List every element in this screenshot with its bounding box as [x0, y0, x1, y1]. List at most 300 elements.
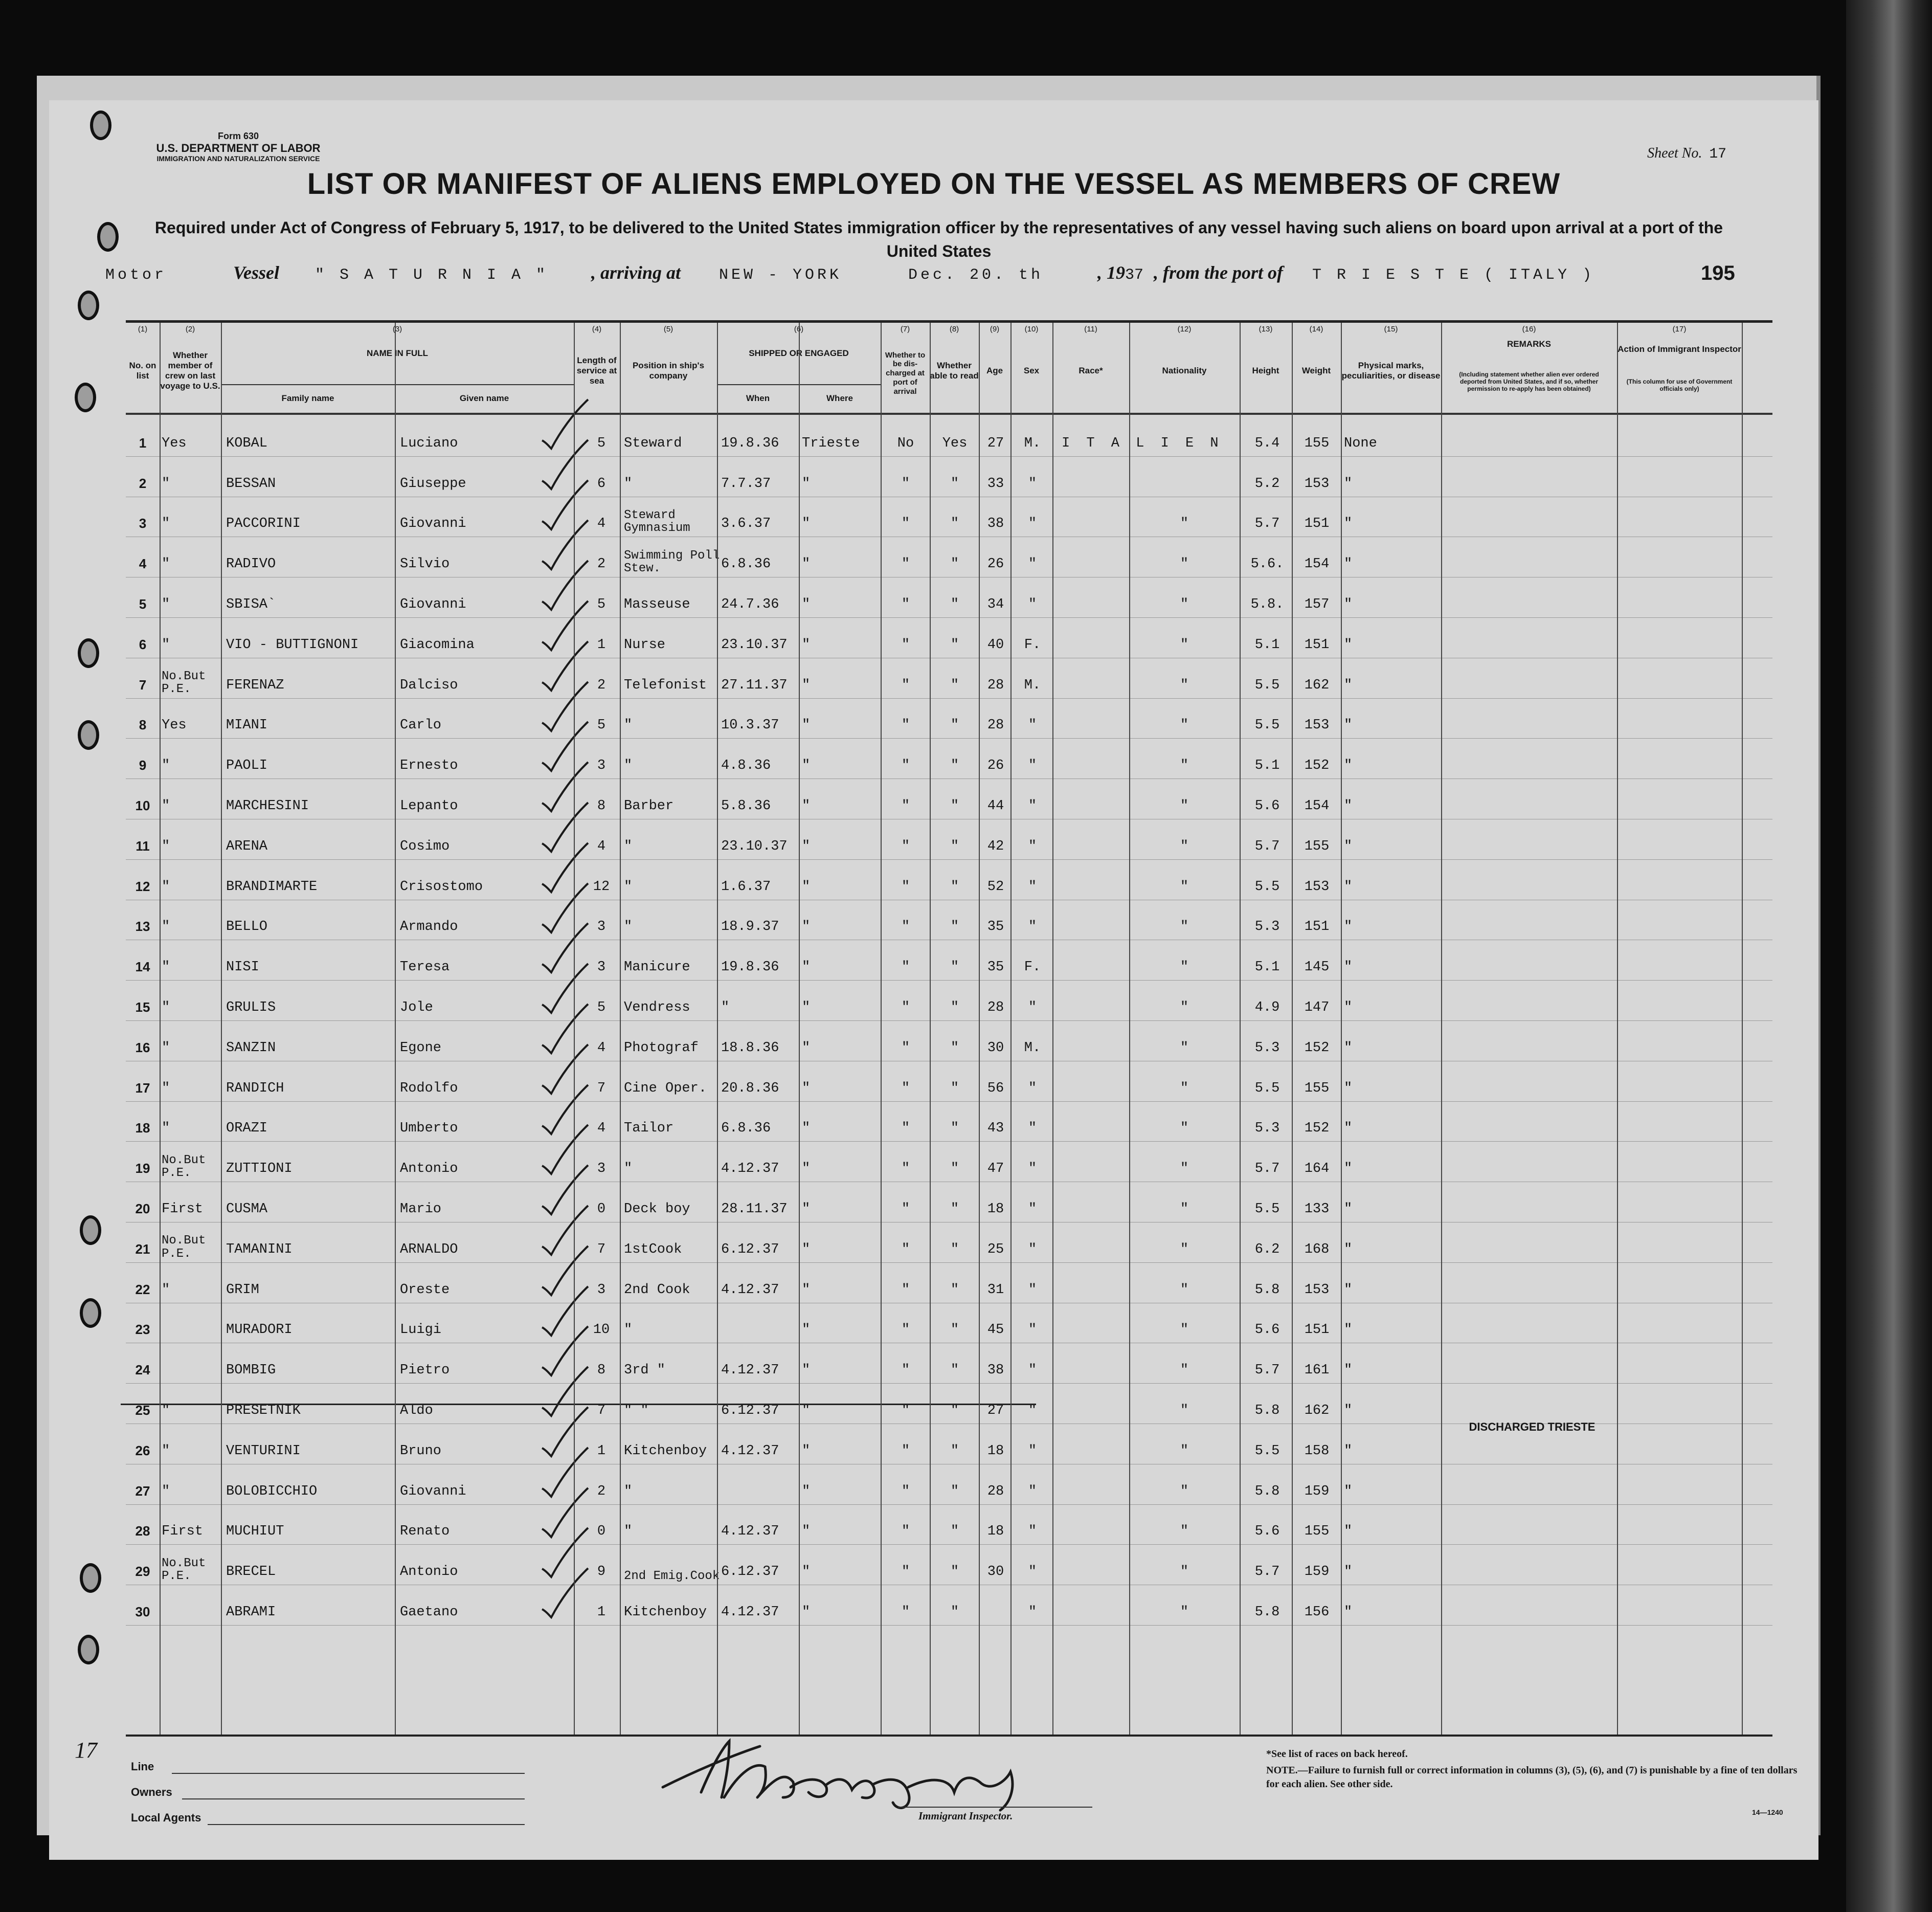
cell-height: 5.6 — [1254, 1322, 1280, 1338]
cell-position: " " — [624, 1403, 649, 1418]
cell-prev: " — [162, 1483, 170, 1499]
cell-marks: " — [1344, 516, 1353, 532]
cell-read: " — [950, 879, 959, 895]
cell-marks: " — [1344, 879, 1353, 895]
cell-read: " — [950, 677, 959, 693]
cell-no: 17 — [135, 1080, 150, 1096]
cell-disch: " — [901, 476, 910, 492]
cell-age: 28 — [987, 718, 1004, 733]
service-name: IMMIGRATION AND NATURALIZATION SERVICE — [156, 154, 320, 163]
cell-when: 18.9.37 — [721, 919, 779, 935]
cell-marks: " — [1344, 1161, 1353, 1177]
table-row — [126, 698, 1772, 739]
column-rule — [1341, 323, 1342, 1735]
cell-read: " — [950, 798, 959, 814]
table-row — [126, 1585, 1772, 1625]
cell-sex: " — [1028, 1604, 1037, 1620]
owners-label: Owners — [131, 1786, 172, 1798]
cell-nat: " — [1180, 677, 1189, 693]
col-nationality: Nationality — [1162, 365, 1207, 375]
cell-height: 5.8. — [1250, 596, 1284, 612]
cell-no: 7 — [139, 677, 147, 693]
cell-when: 19.8.36 — [721, 960, 779, 975]
cell-where: " — [802, 1201, 811, 1217]
cell-read: " — [950, 1564, 959, 1580]
cell-when: 4.12.37 — [721, 1443, 779, 1459]
cell-prev: " — [162, 758, 170, 774]
cell-disch: " — [901, 1524, 910, 1540]
cell-age: 38 — [987, 516, 1004, 532]
cell-sex: " — [1028, 1564, 1037, 1580]
cell-given: Armando — [400, 919, 458, 935]
cell-where: " — [802, 1363, 811, 1379]
cell-where: " — [802, 637, 811, 653]
cell-read: " — [950, 1604, 959, 1620]
cell-family: MUCHIUT — [226, 1524, 284, 1540]
cell-nat: " — [1180, 1080, 1189, 1096]
cell-age: 25 — [987, 1241, 1004, 1257]
cell-given: Mario — [400, 1201, 442, 1217]
cell-no: 5 — [139, 596, 147, 612]
cell-family: NISI — [226, 960, 259, 975]
cell-weight: 145 — [1304, 960, 1330, 975]
cell-prev: No.But P.E. — [162, 1234, 206, 1261]
cell-sex: " — [1028, 1524, 1037, 1540]
cell-prev: " — [162, 476, 170, 492]
cell-service: 9 — [597, 1564, 606, 1580]
cell-where: " — [802, 1282, 811, 1298]
cell-weight: 152 — [1304, 1040, 1330, 1056]
cell-no: 29 — [135, 1564, 150, 1580]
cell-marks: " — [1344, 718, 1353, 733]
cell-age: 35 — [987, 919, 1004, 935]
table-row — [126, 859, 1772, 900]
cell-service: 7 — [597, 1241, 606, 1257]
cell-given: ARNALDO — [400, 1241, 458, 1257]
cell-weight: 159 — [1304, 1483, 1330, 1499]
cell-height: 5.5 — [1254, 1201, 1280, 1217]
cell-nat: " — [1180, 1322, 1189, 1338]
column-rule — [574, 323, 575, 1735]
cell-where: " — [802, 1121, 811, 1137]
local-agents-label: Local Agents — [131, 1811, 201, 1824]
cell-service: 8 — [597, 1363, 606, 1379]
cell-position: Kitchenboy — [624, 1443, 707, 1459]
col-able-to-read: Whether able to read — [930, 360, 979, 381]
cell-nat: " — [1180, 1040, 1189, 1056]
cell-disch: " — [901, 1443, 910, 1459]
cell-prev: First — [162, 1201, 204, 1217]
cell-when: 4.8.36 — [721, 758, 771, 774]
cell-when: 3.6.37 — [721, 516, 771, 532]
col-family-name: Family name — [281, 393, 334, 403]
cell-sex: " — [1028, 1363, 1037, 1379]
cell-marks: " — [1344, 1322, 1353, 1338]
cell-marks: None — [1344, 435, 1377, 451]
cell-given: Teresa — [400, 960, 450, 975]
local-agents-field — [208, 1824, 525, 1825]
cell-where: " — [802, 1483, 811, 1499]
cell-marks: " — [1344, 1040, 1353, 1056]
cell-height: 4.9 — [1254, 999, 1280, 1015]
cell-service: 3 — [597, 1161, 606, 1177]
cell-sex: " — [1028, 476, 1037, 492]
cell-service: 5 — [597, 435, 606, 451]
cell-age: 26 — [987, 557, 1004, 572]
cell-marks: " — [1344, 1564, 1353, 1580]
cell-prev: " — [162, 1282, 170, 1298]
cell-prev: First — [162, 1524, 204, 1540]
cell-marks: " — [1344, 838, 1353, 854]
cell-where: " — [802, 1604, 811, 1620]
cell-sex: " — [1028, 798, 1037, 814]
cell-given: Crisostomo — [400, 879, 483, 895]
cell-given: Lepanto — [400, 798, 458, 814]
cell-read: " — [950, 1363, 959, 1379]
vessel-type: Motor — [105, 266, 167, 284]
cell-family: PAOLI — [226, 758, 268, 774]
cell-disch: " — [901, 919, 910, 935]
cell-family: PACCORINI — [226, 516, 301, 532]
cell-read: " — [950, 596, 959, 612]
col-race: Race* — [1079, 365, 1103, 375]
cell-sex: M. — [1024, 435, 1041, 451]
cell-family: MURADORI — [226, 1322, 293, 1338]
cell-disch: " — [901, 1322, 910, 1338]
table-row — [126, 577, 1772, 617]
cell-position: 2nd Cook — [624, 1282, 690, 1298]
cell-prev: " — [162, 879, 170, 895]
line-field — [172, 1773, 525, 1774]
cell-weight: 155 — [1304, 1524, 1330, 1540]
cell-given: Giuseppe — [400, 476, 466, 492]
table-row — [126, 456, 1772, 497]
cell-given: Renato — [400, 1524, 450, 1540]
cell-where: " — [802, 798, 811, 814]
cell-age: 30 — [987, 1040, 1004, 1056]
cell-age: 27 — [987, 435, 1004, 451]
cell-sex: " — [1028, 718, 1037, 733]
cell-marks: " — [1344, 1443, 1353, 1459]
cell-position: " — [624, 1483, 633, 1499]
cell-sex: M. — [1024, 677, 1041, 693]
cell-nat: " — [1180, 1201, 1189, 1217]
cell-service: 4 — [597, 838, 606, 854]
cell-nat: " — [1180, 1121, 1189, 1137]
cell-height: 5.1 — [1254, 758, 1280, 774]
cell-read: " — [950, 1121, 959, 1137]
column-rule — [1240, 323, 1241, 1735]
cell-given: Silvio — [400, 557, 450, 572]
cell-no: 28 — [135, 1523, 150, 1539]
cell-marks: " — [1344, 1524, 1353, 1540]
cell-no: 10 — [135, 797, 150, 813]
cell-given: Antonio — [400, 1161, 458, 1177]
cell-service: 5 — [597, 999, 606, 1015]
cell-service: 1 — [597, 637, 606, 653]
cell-disch: " — [901, 1483, 910, 1499]
race-note: *See list of races on back hereof. — [1266, 1748, 1408, 1760]
cell-family: GRULIS — [226, 999, 276, 1015]
cell-nat: " — [1180, 919, 1189, 935]
cell-where: " — [802, 557, 811, 572]
cell-read: " — [950, 1483, 959, 1499]
cell-family: BESSAN — [226, 476, 276, 492]
cell-family: FERENAZ — [226, 677, 284, 693]
column-rule — [1441, 323, 1442, 1735]
cell-age: 33 — [987, 476, 1004, 492]
cell-disch: " — [901, 677, 910, 693]
cell-read: " — [950, 1161, 959, 1177]
cell-marks: " — [1344, 1282, 1353, 1298]
from-label: , from the port of — [1154, 262, 1284, 283]
cell-height: 5.6 — [1254, 1524, 1280, 1540]
cell-position: Vendress — [624, 999, 690, 1015]
cell-given: Luigi — [400, 1322, 442, 1338]
cell-when: 28.11.37 — [721, 1201, 788, 1217]
cell-weight: 156 — [1304, 1604, 1330, 1620]
cell-given: Bruno — [400, 1443, 442, 1459]
cell-prev: No.But P.E. — [162, 1153, 206, 1180]
col-length-of-service: Length of service at sea — [576, 355, 617, 386]
cell-read: " — [950, 557, 959, 572]
cell-weight: 151 — [1304, 637, 1330, 653]
cell-read: " — [950, 1322, 959, 1338]
cell-no: 25 — [135, 1402, 150, 1418]
cell-read: " — [950, 1241, 959, 1257]
col9-num: (9) — [990, 325, 1000, 334]
cell-where: " — [802, 1161, 811, 1177]
cell-read: " — [950, 1403, 959, 1418]
cell-where: " — [802, 1564, 811, 1580]
cell-height: 5.2 — [1254, 476, 1280, 492]
arriving-label: , arriving at — [591, 262, 681, 283]
cell-marks: " — [1344, 1241, 1353, 1257]
cell-when: 6.12.37 — [721, 1403, 779, 1418]
table-row — [126, 1182, 1772, 1222]
cell-when: 6.8.36 — [721, 557, 771, 572]
cell-height: 5.7 — [1254, 516, 1280, 532]
cell-read: Yes — [942, 435, 968, 451]
cell-age: 42 — [987, 838, 1004, 854]
cell-marks: " — [1344, 1201, 1353, 1217]
cell-sex: " — [1028, 596, 1037, 612]
cell-no: 30 — [135, 1604, 150, 1619]
cell-marks: " — [1344, 557, 1353, 572]
cell-sex: " — [1028, 1080, 1037, 1096]
cell-weight: 154 — [1304, 557, 1330, 572]
cell-height: 5.6. — [1250, 557, 1284, 572]
cell-service: 4 — [597, 1040, 606, 1056]
cell-no: 23 — [135, 1322, 150, 1338]
cell-sex: " — [1028, 1282, 1037, 1298]
cell-no: 13 — [135, 919, 150, 935]
col-shipped-or-engaged: SHIPPED OR ENGAGED — [749, 348, 849, 358]
cell-weight: 133 — [1304, 1201, 1330, 1217]
cell-read: " — [950, 1282, 959, 1298]
cell-given: Cosimo — [400, 838, 450, 854]
cell-given: Ernesto — [400, 758, 458, 774]
cell-age: 28 — [987, 999, 1004, 1015]
table-row — [126, 1424, 1772, 1464]
table-row — [126, 738, 1772, 779]
cell-read: " — [950, 1040, 959, 1056]
cell-family: ARENA — [226, 838, 268, 854]
cell-marks: " — [1344, 1080, 1353, 1096]
column-rule — [1129, 323, 1130, 1735]
binder-hole — [80, 1298, 101, 1328]
column-rule — [395, 323, 396, 1735]
cell-marks: " — [1344, 798, 1353, 814]
cell-no: 9 — [139, 758, 147, 773]
cell-service: 0 — [597, 1524, 606, 1540]
cell-height: 5.8 — [1254, 1403, 1280, 1418]
cell-when: 23.10.37 — [721, 637, 788, 653]
header-bottom-line — [126, 413, 1772, 415]
cell-when: 4.12.37 — [721, 1161, 779, 1177]
binder-hole — [80, 1215, 101, 1245]
column-rule — [1010, 323, 1012, 1735]
cell-sex: " — [1028, 1201, 1037, 1217]
cell-disch: " — [901, 798, 910, 814]
cell-height: 5.5 — [1254, 1080, 1280, 1096]
cell-prev: No.But P.E. — [162, 1556, 206, 1583]
cell-family: PRESETNIK — [226, 1403, 301, 1418]
cell-given: Umberto — [400, 1121, 458, 1137]
cell-nat: " — [1180, 1161, 1189, 1177]
cell-prev: " — [162, 838, 170, 854]
cell-sex: " — [1028, 838, 1037, 854]
table-row — [126, 1222, 1772, 1262]
cell-service: 0 — [597, 1201, 606, 1217]
cell-height: 5.5 — [1254, 718, 1280, 733]
binder-hole — [78, 1635, 99, 1664]
cell-weight: 151 — [1304, 1322, 1330, 1338]
cell-marks: " — [1344, 1604, 1353, 1620]
cell-family: ABRAMI — [226, 1604, 276, 1620]
cell-when: 10.3.37 — [721, 718, 779, 733]
cell-position: Deck boy — [624, 1201, 690, 1217]
cell-disch: " — [901, 1080, 910, 1096]
cell-nat: " — [1180, 838, 1189, 854]
cell-position: " — [624, 758, 633, 774]
col-sex: Sex — [1023, 365, 1040, 375]
table-row — [126, 1303, 1772, 1343]
cell-family: SBISA` — [226, 596, 276, 612]
cell-age: 28 — [987, 1483, 1004, 1499]
cell-read: " — [950, 516, 959, 532]
cell-marks: " — [1344, 637, 1353, 653]
cell-marks: " — [1344, 677, 1353, 693]
cell-disch: " — [901, 557, 910, 572]
table-row — [126, 980, 1772, 1020]
cell-when: 1.6.37 — [721, 879, 771, 895]
col-weight: Weight — [1301, 365, 1331, 375]
cell-weight: 152 — [1304, 1121, 1330, 1137]
cell-where: " — [802, 1403, 811, 1418]
cell-service: 6 — [597, 476, 606, 492]
cell-age: 30 — [987, 1564, 1004, 1580]
cell-when: 18.8.36 — [721, 1040, 779, 1056]
cell-weight: 153 — [1304, 1282, 1330, 1298]
cell-service: 3 — [597, 919, 606, 935]
sheet-value: 17 — [1709, 146, 1726, 162]
cell-sex: " — [1028, 999, 1037, 1015]
cell-family: BRANDIMARTE — [226, 879, 318, 895]
col8-num: (8) — [949, 325, 959, 334]
cell-prev: " — [162, 596, 170, 612]
cell-no: 12 — [135, 878, 150, 894]
cell-disch: " — [901, 758, 910, 774]
cell-marks: " — [1344, 1363, 1353, 1379]
cell-when: 5.8.36 — [721, 798, 771, 814]
col12-num: (12) — [1177, 325, 1192, 334]
cell-disch: " — [901, 1282, 910, 1298]
cell-position: " — [624, 1161, 633, 1177]
cell-age: 28 — [987, 677, 1004, 693]
column-rule — [160, 323, 161, 1735]
table-row — [126, 1544, 1772, 1585]
binder-hole — [97, 222, 119, 252]
cell-prev: " — [162, 1121, 170, 1137]
cell-position: " — [624, 1322, 633, 1338]
col-inspector-note: (This column for use of Government officials only) — [1626, 377, 1733, 392]
table-row — [126, 658, 1772, 698]
cell-height: 5.5 — [1254, 1443, 1280, 1459]
cell-no: 18 — [135, 1120, 150, 1136]
cell-age: 18 — [987, 1201, 1004, 1217]
cell-when: 6.12.37 — [721, 1241, 779, 1257]
cell-weight: 159 — [1304, 1564, 1330, 1580]
cell-sex: " — [1028, 919, 1037, 935]
cell-weight: 162 — [1304, 677, 1330, 693]
cell-given: Gaetano — [400, 1604, 458, 1620]
cell-prev: " — [162, 1443, 170, 1459]
cell-disch: " — [901, 1403, 910, 1418]
cell-sex: " — [1028, 1483, 1037, 1499]
column-rule — [881, 323, 882, 1735]
cell-disch: " — [901, 1363, 910, 1379]
cell-nat: " — [1180, 1483, 1189, 1499]
cell-height: 5.6 — [1254, 798, 1280, 814]
column-rule — [930, 323, 931, 1735]
cell-family: TAMANINI — [226, 1241, 293, 1257]
cell-age: 56 — [987, 1080, 1004, 1096]
cell-where: " — [802, 516, 811, 532]
cell-given: Rodolfo — [400, 1080, 458, 1096]
row-rule — [126, 1625, 1772, 1626]
cell-service: 3 — [597, 960, 606, 975]
cell-prev: " — [162, 919, 170, 935]
arriving-port: NEW - YORK — [719, 266, 842, 284]
cell-age: 40 — [987, 637, 1004, 653]
cell-position: Telefonist — [624, 677, 707, 693]
cell-disch: " — [901, 516, 910, 532]
form-number: Form 630 — [217, 131, 259, 141]
binder-hole — [80, 1563, 101, 1593]
cell-prev: Yes — [162, 718, 187, 733]
cell-weight: 155 — [1304, 435, 1330, 451]
cell-service: 7 — [597, 1403, 606, 1418]
cell-height: 5.1 — [1254, 960, 1280, 975]
cell-prev: " — [162, 960, 170, 975]
cell-no: 8 — [139, 717, 147, 733]
column-rule — [221, 323, 222, 1735]
cell-nat: " — [1180, 960, 1189, 975]
cell-position: Barber — [624, 798, 674, 814]
table-row — [126, 416, 1772, 456]
cell-given: Carlo — [400, 718, 442, 733]
